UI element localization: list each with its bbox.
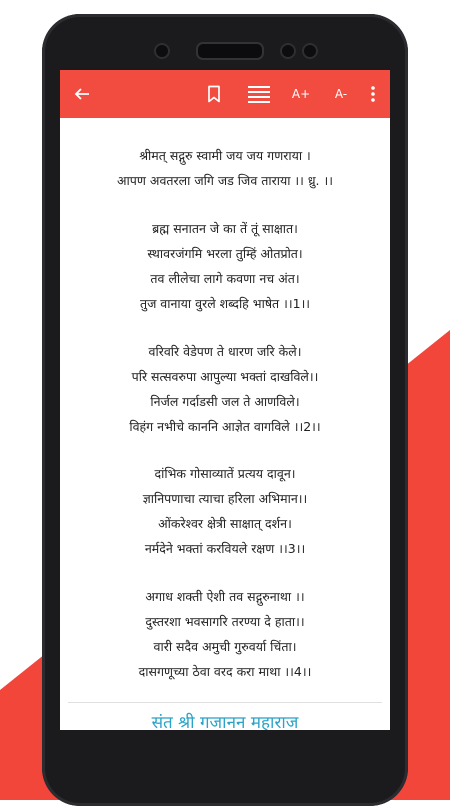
next-section-title[interactable]: संत श्री गजानन महाराज <box>151 713 299 730</box>
verse-line: दासगणूच्या ठेवा वरद करा माथा ।।4।। <box>138 664 312 679</box>
stanza-3 <box>60 461 390 561</box>
speaker-grille <box>196 42 264 60</box>
verse-line: दुस्तरशा भवसागरि तरण्या दे हाता।। <box>145 614 305 629</box>
bookmark-icon <box>207 85 221 103</box>
bookmark-button[interactable] <box>200 70 228 118</box>
verse-line: निर्जल गर्दाडसी जल ते आणविले। <box>150 394 300 409</box>
font-decrease-button[interactable]: A- <box>334 87 348 101</box>
sensor-dot <box>280 43 296 59</box>
verse-line: ज्ञानिपणाचा त्याचा हरिला अभिमान।। <box>142 491 308 506</box>
text-align-button[interactable] <box>244 70 274 118</box>
stanza-2 <box>60 339 390 439</box>
sensor-dot <box>302 43 318 59</box>
verse-line: आपण अवतरला जगि जड जिव ताराया ।। ध्रु. ।। <box>117 173 333 188</box>
app-toolbar <box>60 70 390 118</box>
verse-line: स्थावरजंगमि भरला तुम्हिं ओतप्रोत। <box>147 246 303 261</box>
app-screen <box>60 70 390 730</box>
text-align-justify-icon <box>247 84 271 104</box>
verse-line: वरिवरि वेडेपण ते धारण जरि केले। <box>148 344 302 359</box>
verse-line: दांभिक गोसाव्यातें प्रत्यय दावून। <box>154 466 296 481</box>
arrow-left-icon <box>74 86 90 102</box>
verse-line: विहंग नभीचे काननि आज्ञेत वागविले ।।2।। <box>129 419 321 434</box>
verse-line: अगाध शक्ती ऐशी तव सद्गुरुनाथा ।। <box>145 589 305 604</box>
section-divider <box>68 702 382 703</box>
verse-line: तुज वानाया वुरले शब्दहि भाषेत ।।1।। <box>139 296 311 311</box>
font-increase-button[interactable]: A+ <box>291 87 311 101</box>
back-button[interactable] <box>68 70 96 118</box>
front-camera <box>154 43 170 59</box>
verse-line: नर्मदेने भक्तां करवियले रक्षण ।।3।। <box>144 541 306 556</box>
more-options-button[interactable] <box>362 70 384 118</box>
verse-line: परि सत्सवरुपा आपुल्या भक्तां दाखविले।। <box>131 369 319 384</box>
verse-line: ओंकरेश्वर क्षेत्री साक्षात् दर्शन। <box>158 516 292 531</box>
verse-line: श्रीमत् सद्गुरु स्वामी जय जय गणराया । <box>139 148 311 163</box>
stanza-1 <box>60 216 390 316</box>
aarti-content <box>60 118 390 730</box>
more-vertical-icon <box>371 86 375 102</box>
verse-line: तव लीलेचा लागे कवणा नच अंत। <box>150 271 300 286</box>
stanza-4 <box>60 584 390 684</box>
verse-line: वारी सदैव अमुची गुरुवर्या चिंता। <box>153 639 297 654</box>
verse-line: ब्रह्म सनातन जे का तें तूं साक्षात। <box>152 221 298 236</box>
stanza-refrain <box>60 143 390 193</box>
